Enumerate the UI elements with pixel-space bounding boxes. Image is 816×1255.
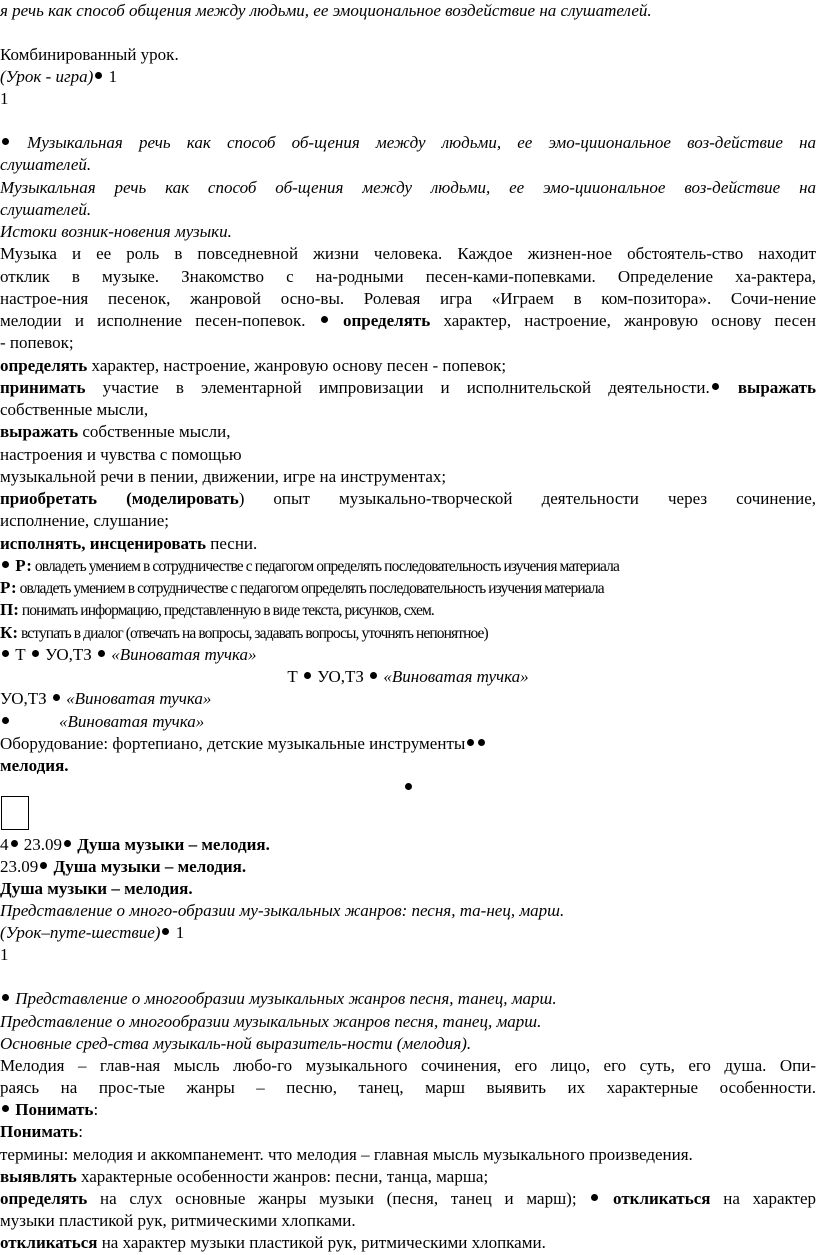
bullet-icon <box>11 840 18 847</box>
line-text: слушателей. <box>0 155 92 174</box>
bullet-icon <box>2 1105 9 1112</box>
line-text: музыкальной речи в пении, движении, игре на инструментах; <box>0 467 447 486</box>
bullet-icon <box>2 650 9 657</box>
text-line <box>0 755 816 777</box>
line-text: исполнение, слушание; <box>0 511 170 530</box>
text-line <box>0 377 816 399</box>
line-text: отклик в музыке. Знакомство с на-родными песен-ками-попевками. Определение ха-рактера, <box>0 267 816 286</box>
line-text: овладеть умением в сотрудничестве с педагогом определять последовательность изучения материала <box>16 580 604 597</box>
line-text: определять <box>0 356 88 375</box>
text-line <box>0 577 816 600</box>
line-text: мелодии и исполнение песен-попевок. <box>0 311 319 330</box>
line-text: П: <box>0 600 19 619</box>
text-line <box>0 1144 816 1166</box>
bullet-icon <box>32 650 39 657</box>
text-line <box>0 177 816 199</box>
line-text: характерные особенности жанров: песни, танца, марша; <box>76 1167 489 1186</box>
text-line <box>0 421 816 443</box>
line-text: 4 <box>0 835 9 854</box>
line-text: 23.09 <box>19 835 62 854</box>
line-text: собственные мысли, <box>0 400 149 419</box>
line-text: «Виноватая тучка» <box>107 645 257 664</box>
text-line <box>0 1033 816 1055</box>
text-line <box>0 199 816 221</box>
lesson-title <box>0 878 816 900</box>
line-text: откликаться <box>0 1233 98 1252</box>
text-line <box>0 466 816 488</box>
line-text: слушателей. <box>0 200 92 219</box>
text-line <box>0 132 816 154</box>
bullet-icon <box>467 739 474 746</box>
text-line <box>0 1188 816 1210</box>
line-text: настрое-ния песенок, жанровой осно-вы. Ролевая игра «Играем в ком-позитора». Сочи-нение <box>0 289 816 308</box>
bullet-icon <box>478 739 485 746</box>
bullet-icon <box>53 694 60 701</box>
line-text: определять <box>0 1189 88 1208</box>
text-line <box>0 856 816 878</box>
text-line <box>0 1121 816 1143</box>
text-line <box>0 0 816 22</box>
line-text: вступать в диалог (отвечать на вопросы, задавать вопросы, уточнять непонятное) <box>18 625 488 642</box>
line-text: Р: <box>0 578 17 597</box>
line-text: 1 <box>0 945 9 964</box>
text-line <box>0 310 816 332</box>
text-line <box>0 1055 816 1077</box>
line-text: Музыка и ее роль в повседневной жизни человека. Каждое жизнен-ное обстоятель-ство находит <box>0 244 816 263</box>
bullet-icon <box>2 138 9 145</box>
line-text: Т <box>287 667 302 686</box>
line-text: принимать <box>0 378 86 397</box>
line-text: Р: <box>15 556 32 575</box>
text-line <box>0 944 816 966</box>
line-text: УО,ТЗ <box>313 667 369 686</box>
empty-cell-box <box>1 796 29 830</box>
text-line <box>0 688 816 710</box>
line-text: характер, настроение, жанровую основу песен - попевок; <box>87 356 507 375</box>
line-text: Представление о многообразии музыкальных жанров песня, танец, марш. <box>15 989 557 1008</box>
line-text: Комбинированный урок. <box>0 45 179 64</box>
bullet-icon <box>304 672 311 679</box>
bullet-icon <box>370 672 377 679</box>
line-text: мелодия. <box>0 756 69 775</box>
line-text: собственные мысли, <box>78 422 231 441</box>
line-text: участие в элементарной импровизации и исполнительской деятельности. <box>85 378 710 397</box>
text-line <box>0 355 816 377</box>
text-line <box>0 444 816 466</box>
line-text: Понимать <box>15 1100 94 1119</box>
text-line <box>0 644 816 666</box>
text-line <box>0 900 816 922</box>
line-text: 1 <box>171 923 185 942</box>
bullet-icon <box>95 72 102 79</box>
line-text: Истоки возник-новения музыки. <box>0 222 232 241</box>
line-text: 23.09 <box>0 857 39 876</box>
line-text: Оборудование: фортепиано, детские музыкальные инструменты <box>0 734 466 753</box>
line-text: Понимать <box>0 1122 79 1141</box>
text-line <box>0 777 816 799</box>
text-line <box>0 1099 816 1121</box>
lesson-number-line <box>0 834 816 856</box>
line-text: на слух основные жанры музыки (песня, танец и марш); <box>87 1189 590 1208</box>
line-text: выражать <box>737 378 816 397</box>
line-text: (Урок - игра) <box>0 67 94 86</box>
text-line <box>0 988 816 1010</box>
text-line <box>0 488 816 510</box>
text-line <box>0 1210 816 1232</box>
text-line <box>0 666 816 688</box>
line-text: Музыкальная речь как способ об-щения между людьми, ее эмо-цииональное воз-действие на <box>0 178 816 197</box>
line-text: К: <box>0 623 18 642</box>
bullet-icon <box>40 862 47 869</box>
text-line <box>0 266 816 288</box>
line-text: Душа музыки – мелодия. <box>73 835 270 854</box>
bullet-icon <box>162 928 169 935</box>
text-line <box>0 1077 816 1099</box>
equipment-line <box>0 733 816 755</box>
text-line <box>0 1166 816 1188</box>
line-text: Основные сред-ства музыкаль-ной выразитель-ности (мелодия). <box>0 1034 472 1053</box>
line-text: Душа музыки – мелодия. <box>49 857 247 876</box>
text-line <box>0 66 816 88</box>
line-text: овладеть умением в сотрудничестве с педагогом определять последовательность изучения материала <box>31 558 619 575</box>
line-text: Представление о много-образии му-зыкальных жанров: песня, та-нец, марш. <box>0 901 565 920</box>
text-line <box>0 399 816 421</box>
text-line <box>0 599 816 622</box>
line-text: настроения и чувства с помощью <box>0 445 242 464</box>
bullet-icon <box>591 1194 598 1201</box>
text-line <box>0 711 816 733</box>
text-line <box>0 154 816 176</box>
line-text: (Урок–путе-шествие) <box>0 923 161 942</box>
line-text: : <box>93 1100 99 1119</box>
line-text: «Виноватая тучка» <box>61 689 212 708</box>
text-line <box>0 332 816 354</box>
line-text: я речь как способ общения между людьми, ее эмоциональное воздействие на слушателей. <box>0 1 652 20</box>
lesson-type <box>0 44 816 66</box>
line-text: приобретать (моделировать <box>0 489 239 508</box>
text-line <box>0 555 816 578</box>
bullet-icon <box>64 840 71 847</box>
line-text: понимать информацию, представленную в виде текста, рисунков, схем. <box>18 602 434 619</box>
text-line <box>0 243 816 265</box>
line-text: УО,ТЗ <box>40 645 97 664</box>
line-text: исполнять, инсценировать <box>0 534 206 553</box>
line-text: Мелодия – глав-ная мысль любо-го музыкального сочинения, его лицо, его суть, его душа. Опи- <box>0 1056 816 1075</box>
line-text: ) опыт музыкально-творческой деятельности через сочинение, <box>238 489 816 508</box>
line-text: «Виноватая тучка» <box>379 667 529 686</box>
line-text: выявлять <box>0 1167 77 1186</box>
line-text: «Виноватая тучка» <box>59 712 205 731</box>
text-line <box>0 221 816 243</box>
line-text: характер, настроение, жанровую основу песен <box>430 311 816 330</box>
bullet-icon <box>2 561 9 568</box>
bullet-icon <box>321 316 328 323</box>
line-text: песни. <box>205 534 258 553</box>
bullet-icon <box>2 717 9 724</box>
line-text: выражать <box>0 422 79 441</box>
line-text: откликаться <box>613 1189 711 1208</box>
text-line <box>0 622 816 645</box>
line-text: 1 <box>104 67 118 86</box>
line-text: УО,ТЗ <box>0 689 51 708</box>
line-text: на характер музыки пластикой рук, ритмическими хлопками. <box>97 1233 546 1252</box>
line-text: Музыкальная речь как способ об-щения между людьми, ее эмо-цииональное воз-действие на <box>27 133 816 152</box>
line-text: раясь на прос-тые жанры – песню, танец, марш выявить их характерные особенности. <box>0 1078 816 1097</box>
bullet-icon <box>98 650 105 657</box>
text-line <box>0 288 816 310</box>
text-line <box>0 533 816 555</box>
line-text: термины: мелодия и аккомпанемент. что мелодия – главная мысль музыкального произведения. <box>0 1145 693 1164</box>
text-line <box>0 922 816 944</box>
text-line <box>0 1011 816 1033</box>
bullet-icon <box>405 783 412 790</box>
line-text: Т <box>11 645 30 664</box>
line-text: - попевок; <box>0 333 74 352</box>
line-text: 1 <box>0 89 9 108</box>
line-text: на характер <box>710 1189 816 1208</box>
bullet-icon <box>2 994 9 1001</box>
line-text: определять <box>342 311 431 330</box>
line-text: Душа музыки – мелодия. <box>0 879 193 898</box>
line-text: музыки пластикой рук, ритмическими хлопками. <box>0 1211 356 1230</box>
bullet-icon <box>712 383 719 390</box>
text-line <box>0 1232 816 1254</box>
text-line <box>0 510 816 532</box>
line-text: : <box>78 1122 83 1141</box>
text-line <box>0 88 816 110</box>
line-text: Представление о многообразии музыкальных жанров песня, танец, марш. <box>0 1012 542 1031</box>
